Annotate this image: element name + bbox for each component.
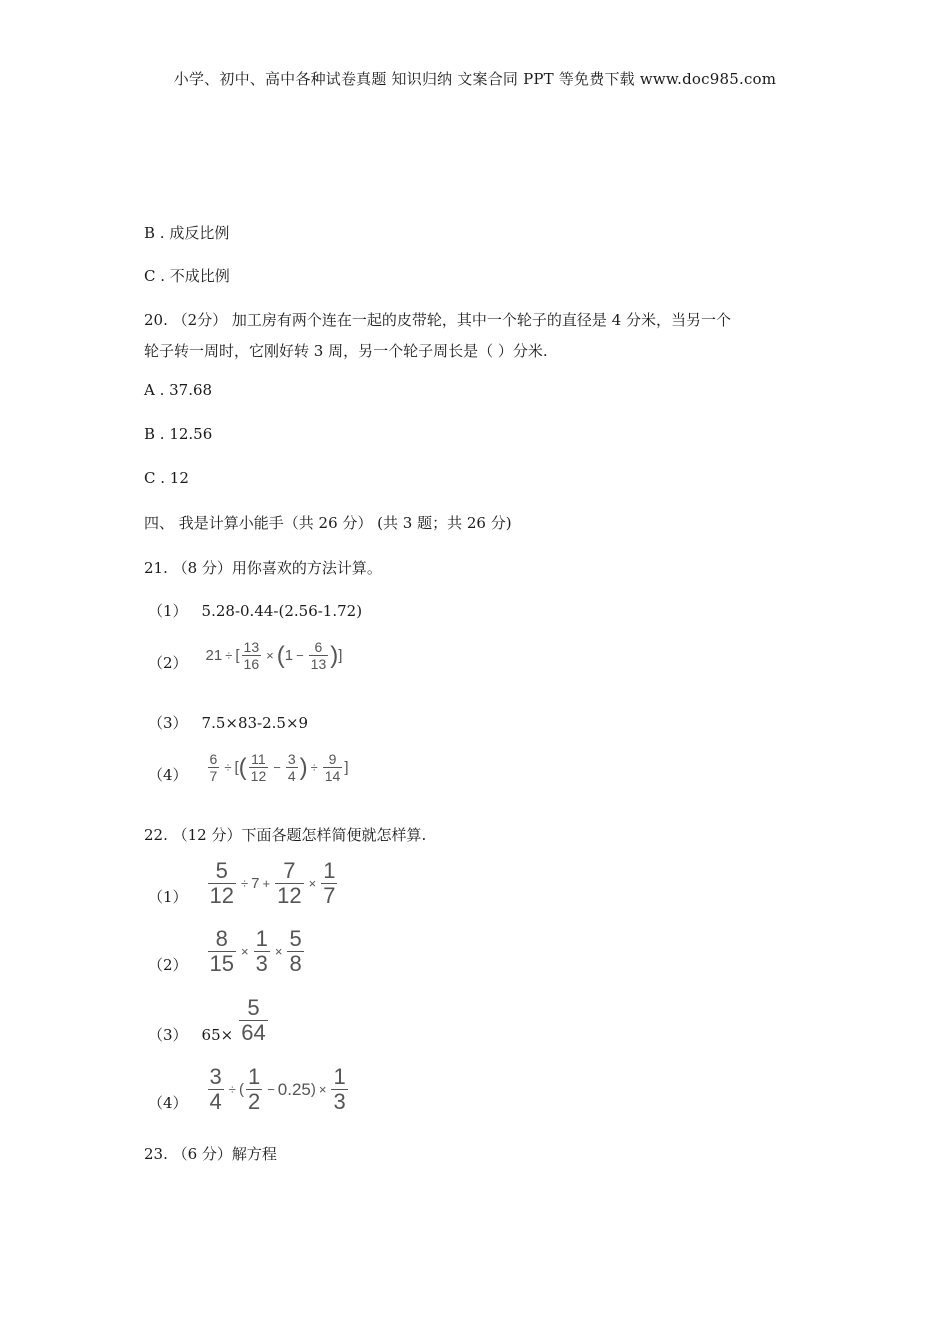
denominator: 14 [324,768,341,784]
q19-option-c[interactable]: C . 不成比例 [144,267,230,285]
fraction [208,1066,224,1113]
denominator: 4 [209,1089,222,1114]
numerator: 5 [289,926,302,951]
denominator: 12 [277,883,302,908]
denominator: 3 [333,1089,346,1114]
q22-item-1 [148,860,339,907]
section-four-heading: 四、 我是计算小能手（共 26 分） (共 3 题；共 26 分) [144,514,512,532]
fraction [239,997,267,1044]
fraction [242,640,262,671]
denominator: 7 [209,768,218,784]
fraction [208,860,236,907]
item-label: （2） [148,956,188,974]
q20-option-b[interactable]: B . 12.56 [144,425,213,443]
fraction [208,752,220,783]
operator: ÷ [225,648,233,663]
fraction [323,752,343,783]
q22-item-4 [148,1066,350,1113]
bracket: ] [344,759,349,776]
q21-item-1 [148,600,362,621]
numerator: 3 [287,751,296,767]
fraction [208,928,236,975]
numerator: 9 [328,751,337,767]
denominator: 12 [250,768,267,784]
numerator: 11 [251,751,266,767]
denominator: 16 [243,656,260,672]
operator: ÷ [241,876,249,891]
operator: + [262,876,271,891]
paren: ) [330,641,339,669]
item-label: （4） [148,1094,188,1112]
q22-title: 22. （12 分）下面各题怎样简便就怎样算. [144,826,427,844]
operator: − [273,760,281,775]
numerator: 1 [255,926,268,951]
denominator: 4 [287,768,296,784]
fraction [246,1066,262,1113]
operator: − [296,648,304,663]
denominator: 12 [209,883,235,908]
denominator: 7 [323,883,336,908]
q22-item-3 [148,996,270,1045]
operator: × [241,944,249,959]
operator: ÷ [228,1082,236,1097]
fraction [309,640,329,671]
q20-option-c[interactable]: C . 12 [144,469,189,487]
paren: ( [238,1081,244,1098]
item-label: （3） [148,714,188,732]
expression: 5.28-0.44-(2.56-1.72) [201,601,363,620]
numerator: 1 [333,1064,346,1089]
fraction [287,928,303,975]
numerator: 1 [247,1064,261,1089]
math-expression [206,1066,350,1113]
paren: ) [310,1081,316,1098]
q20-stem-line1: 20. （2分） 加工房有两个连在一起的皮带轮，其中一个轮子的直径是 4 分米，当另一个 [144,311,732,329]
numerator: 5 [247,995,260,1020]
math-expression [206,640,343,671]
numerator: 3 [209,1064,222,1089]
fraction [249,752,269,783]
operator: × [274,944,283,959]
math-expression [206,860,340,907]
q20-option-a[interactable]: A . 37.68 [144,381,213,399]
q22-item-2 [148,928,306,975]
number: 0.25 [277,1079,311,1099]
numerator: 1 [323,858,336,883]
item-label: （1） [148,602,188,620]
expression: 7.5×83-2.5×9 [201,713,309,732]
fraction [286,752,298,783]
q21-title: 21. （8 分）用你喜欢的方法计算。 [144,559,382,577]
fraction [275,860,303,907]
numerator: 6 [314,639,323,655]
operator: − [267,1082,275,1097]
q21-item-2 [148,638,342,673]
denominator: 15 [209,951,235,976]
page-header: 小学、初中、高中各种试卷真题 知识归纳 文案合同 PPT 等免费下载 www.doc985.com [173,70,777,88]
bracket: [ [235,647,240,664]
denominator: 8 [289,951,302,976]
item-label: （1） [148,888,188,906]
item-label: （2） [148,654,188,672]
denominator: 3 [255,951,268,976]
number: 7 [251,875,260,892]
operator: × [318,1082,327,1097]
operator: ÷ [224,760,232,775]
item-label: （4） [148,766,188,784]
operator: × [308,876,317,891]
denominator: 64 [241,1020,266,1045]
fraction [331,1066,347,1113]
paren: ( [238,753,247,781]
numerator: 13 [243,639,260,655]
denominator: 2 [247,1089,261,1114]
numerator: 5 [215,858,228,883]
numerator: 7 [283,858,296,883]
bracket: [ [234,759,239,776]
operator: × [266,648,274,663]
q19-option-b[interactable]: B . 成反比例 [144,224,230,242]
bracket: ] [338,647,343,664]
operator: ÷ [310,760,318,775]
math-expression [206,752,349,783]
paren: ( [276,641,285,669]
fraction [321,860,337,907]
item-label: （3） [148,1026,188,1044]
fraction [254,928,270,975]
denominator: 13 [310,656,327,672]
number: 1 [284,647,294,664]
math-expression [237,997,269,1044]
math-expression [206,928,306,975]
number: 21 [205,647,223,664]
numerator: 8 [215,926,228,951]
q23-title: 23. （6 分）解方程 [144,1145,277,1163]
q20-stem-line2: 轮子转一周时，它刚好转 3 周，另一个轮子周长是（ ）分米. [144,342,548,360]
numerator: 6 [209,751,218,767]
number: 65× [201,1025,234,1044]
paren: ) [299,753,308,781]
q21-item-3 [148,712,308,733]
q21-item-4 [148,750,349,785]
